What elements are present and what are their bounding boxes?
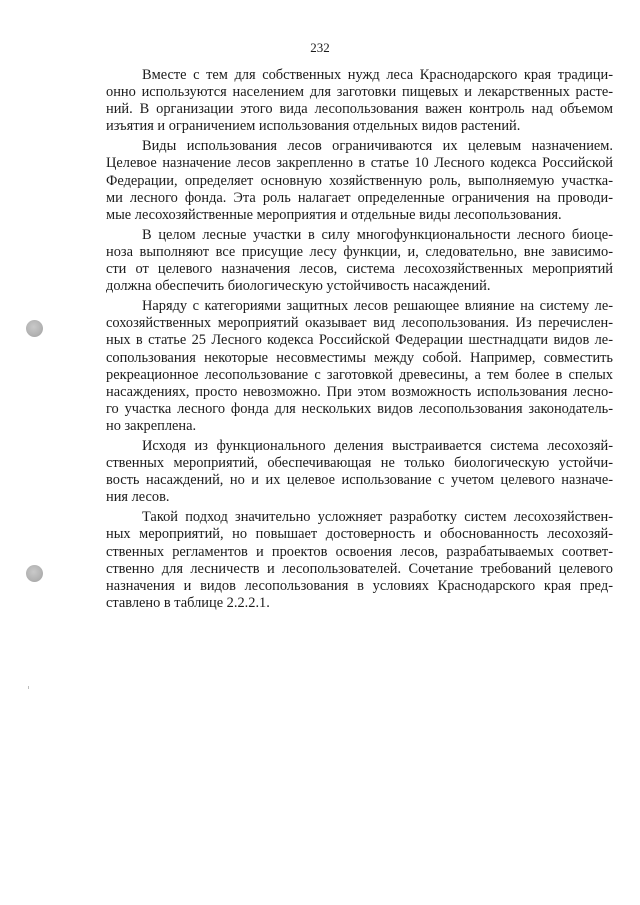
scan-speck	[28, 686, 29, 689]
text-line: ственно для лесничеств и лесопользователей. Сочетание требований целевого	[106, 560, 613, 577]
text-line: ния лесов.	[106, 489, 170, 506]
text-line: назначения и видов лесопользования в условиях Краснодарского края пред-	[106, 577, 613, 594]
text-line: ных в статье 25 Лесного кодекса Российской Федерации шестнадцати видов ле-	[106, 332, 613, 349]
text-line: рекреационное лесопользование с заготовкой древесины, а тем более в спелых	[106, 366, 613, 383]
text-line: Федерации, определяет основную хозяйственную роль, выполняемую участка-	[106, 172, 613, 189]
text-line: мые лесохозяйственные мероприятия и отдельные виды лесопользования.	[106, 206, 562, 223]
text-line: изъятия и ограничением использования отдельных видов растений.	[106, 118, 521, 135]
text-line: ственных мероприятий, обеспечивающая не только биологическую устойчи-	[106, 455, 613, 472]
text-line: но закреплена.	[106, 417, 197, 434]
text-line: Виды использования лесов ограничиваются их целевым назначением.	[142, 138, 613, 155]
paragraph	[106, 298, 613, 435]
text-line: Вместе с тем для собственных нужд леса Краснодарского края традици-	[142, 67, 613, 83]
text-line: го участка лесного фонда для нескольких видов лесопользования законодатель-	[106, 400, 613, 417]
text-line: онно используются населением для заготовки пищевых и лекарственных расте-	[106, 84, 613, 101]
paragraph	[106, 67, 613, 135]
text-line: Исходя из функционального деления выстраивается система лесохозяй-	[142, 437, 613, 454]
text-line: ных мероприятий, но повышает достоверность и обоснованность лесохозяй-	[106, 526, 613, 543]
text-line: вость насаждений, но и их целевое использование с учетом целевого назначе-	[106, 472, 613, 489]
punch-hole-bottom	[26, 565, 43, 582]
text-line: Такой подход значительно усложняет разработку систем лесохозяйствен-	[142, 509, 613, 526]
paragraph	[106, 227, 613, 295]
paragraph	[106, 138, 613, 223]
page-number: 232	[310, 40, 330, 55]
text-line: ственных регламентов и проектов освоения лесов, разрабатываемых соответ-	[106, 543, 613, 560]
text-line: Наряду с категориями защитных лесов решающее влияние на систему ле-	[142, 298, 613, 315]
text-line: сохозяйственных мероприятий оказывает вид лесопользования. Из перечислен-	[106, 315, 613, 332]
text-line: сопользования некоторые несовместимы между собой. Например, совместить	[106, 349, 613, 366]
text-line: ми лесного фонда. Эта роль налагает определенные ограничения на проводи-	[106, 189, 613, 206]
text-line: Целевое назначение лесов закрепленно в статье 10 Лесного кодекса Российской	[106, 155, 613, 172]
text-line: должна обеспечить биологическую устойчивость насаждений.	[106, 278, 491, 295]
text-line: ний. В организации этого вида лесопользования важен контроль над объемом	[106, 101, 613, 118]
text-line: ставлено в таблице 2.2.2.1.	[106, 594, 270, 611]
punch-hole-top	[26, 320, 43, 337]
body-text	[106, 67, 613, 612]
paragraph	[106, 438, 613, 506]
text-line: ноза выполняют все присущие лесу функции, и, следовательно, вне зависимо-	[106, 243, 613, 260]
text-line: сти от целевого назначения лесов, система лесохозяйственных мероприятий	[106, 261, 613, 278]
paragraph	[106, 509, 613, 612]
text-line: насаждениях, просто невозможно. При этом возможность использования лесно-	[106, 383, 613, 400]
text-line: В целом лесные участки в силу многофункциональности лесного биоце-	[142, 226, 613, 243]
